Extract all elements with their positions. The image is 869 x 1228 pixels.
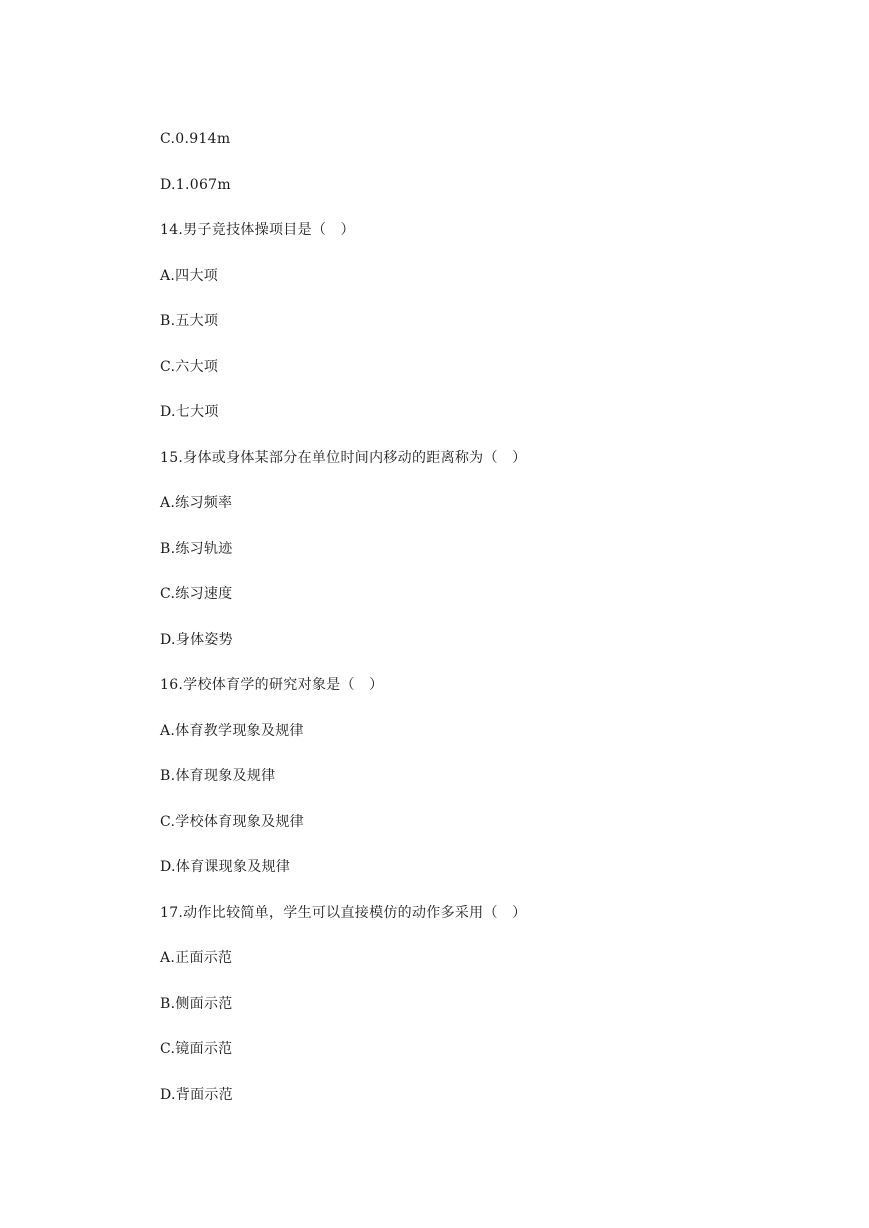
question-15: 15.身体或身体某部分在单位时间内移动的距离称为（ ） [160,449,527,466]
question-17: 17.动作比较简单，学生可以直接模仿的动作多采用（ ） [160,904,527,921]
option-d-q14: D.七大项 [160,404,219,420]
option-c-q15: C.练习速度 [160,586,233,602]
question-14: 14.男子竞技体操项目是（ ） [160,222,355,238]
option-d-q16: D.体育课现象及规律 [160,859,291,875]
option-c-q13: C.0.914m [160,131,231,147]
option-b-q14: B.五大项 [160,313,219,329]
option-a-q15: A.练习频率 [160,495,233,511]
option-b-q17: B.侧面示范 [160,995,233,1012]
option-b-q16: B.体育现象及规律 [160,768,276,784]
question-16: 16.学校体育学的研究对象是（ ） [160,677,384,693]
option-b-q15: B.练习轨迹 [160,540,233,557]
option-a-q16: A.体育教学现象及规律 [160,722,304,739]
option-a-q14: A.四大项 [160,267,219,284]
option-d-q15: D.身体姿势 [160,631,233,648]
option-c-q16: C.学校体育现象及规律 [160,813,304,830]
option-d-q17: D.背面示范 [160,1086,233,1103]
question-list [160,127,526,1128]
option-c-q17: C.镜面示范 [160,1041,233,1057]
option-d-q13: D.1.067m [160,176,231,193]
option-a-q17: A.正面示范 [160,950,233,966]
option-c-q14: C.六大项 [160,358,219,375]
